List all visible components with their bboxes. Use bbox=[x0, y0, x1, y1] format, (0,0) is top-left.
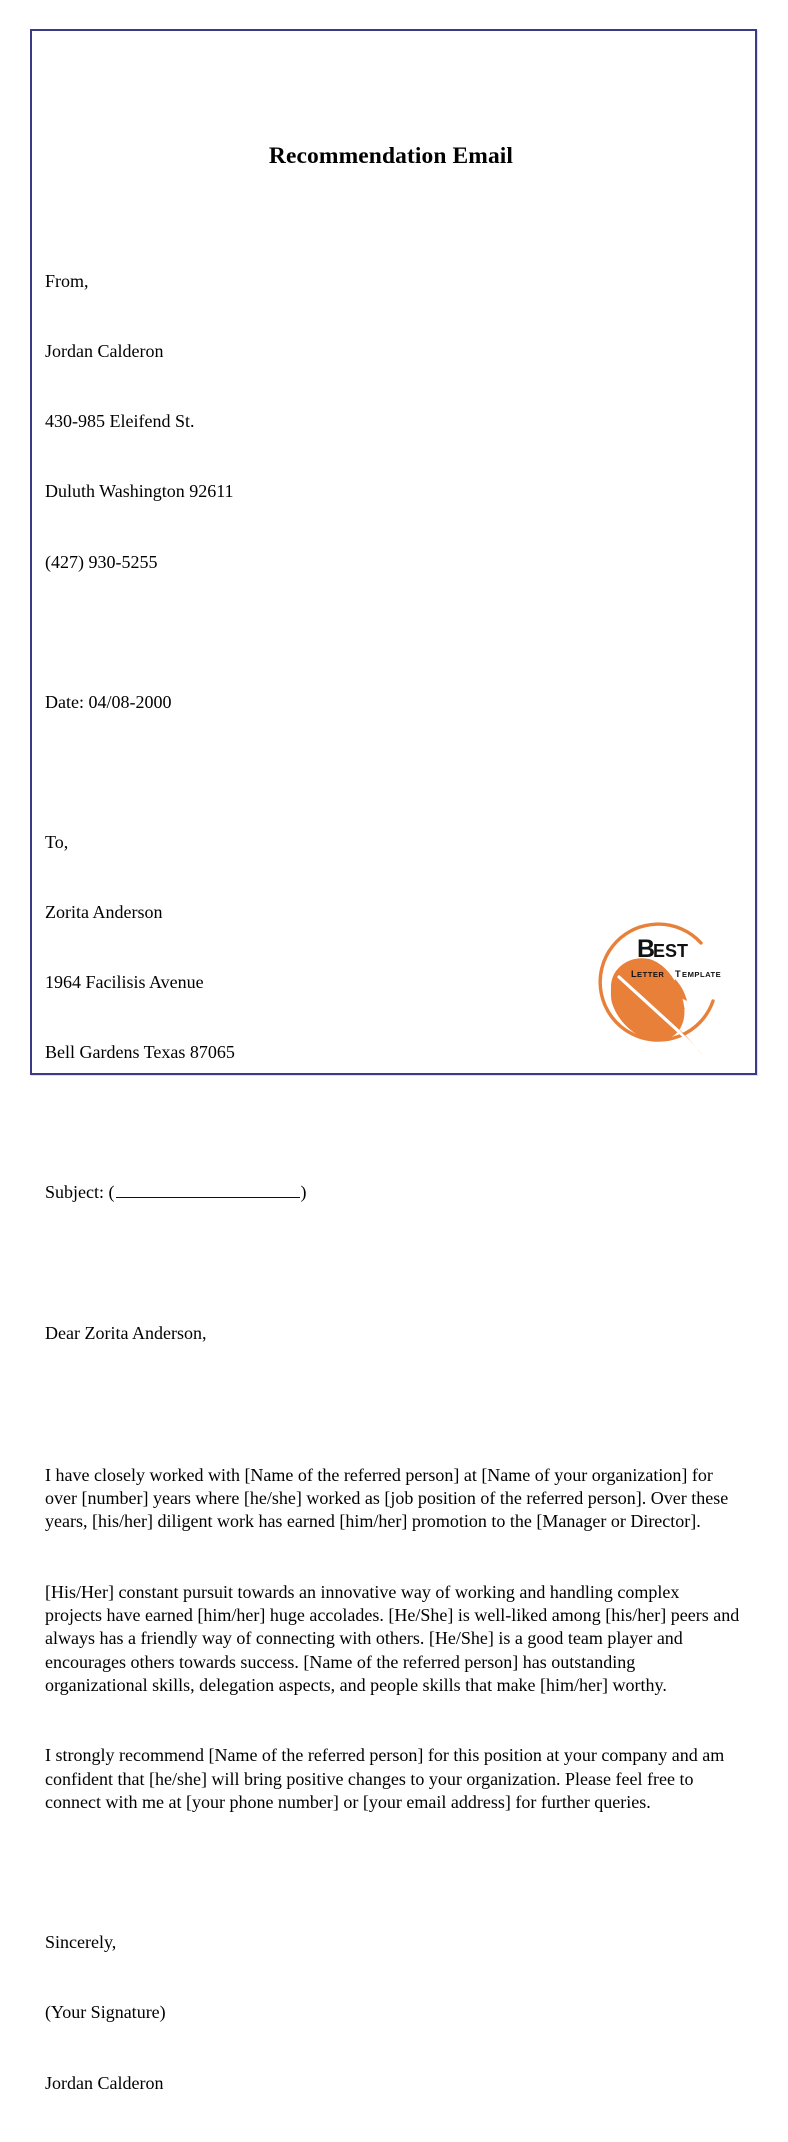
best-letter-template-logo bbox=[575, 915, 739, 1067]
logo-subtitle-t: T bbox=[675, 969, 681, 979]
body-paragraph-1: I have closely worked with [Name of the referred person] at [Name of your organization] for over [number] years where [he/she] worked as [job position of the referred person]. Over these years, [his/her] diligent work has earned [him/her] promotion to the [Manager or Director]. bbox=[45, 1464, 733, 1532]
logo-subtitle: L bbox=[631, 969, 638, 979]
logo-subtitle-rest: ETTER bbox=[637, 970, 665, 979]
sender-city-state-zip: Duluth Washington 92611 bbox=[45, 481, 234, 502]
recipient-street: 1964 Facilisis Avenue bbox=[45, 972, 204, 993]
subject-input-blank[interactable] bbox=[116, 1183, 300, 1198]
closing-block bbox=[45, 1884, 745, 2141]
sender-name: Jordan Calderon bbox=[45, 341, 164, 362]
salutation bbox=[45, 1276, 745, 1393]
letter-page-border bbox=[30, 29, 757, 2093]
page-title: Recommendation Email bbox=[268, 143, 514, 169]
signature-placeholder: (Your Signature) bbox=[45, 2002, 166, 2023]
subject-line bbox=[45, 1135, 745, 1252]
letter-body bbox=[45, 1417, 744, 1862]
recipient-name: Zorita Anderson bbox=[45, 901, 163, 922]
sender-street: 430-985 Eleifend St. bbox=[45, 411, 195, 432]
body-paragraph-2: [His/Her] constant pursuit towards an innovative way of working and handling complex projects have earned [him/her] huge accolades. [He/She] is well-liked among [his/her] peers and always has a friendly way of connecting with others. [He/She] is a good team player and encourages others towards success. [Name of the referred person] has outstanding organizational skills, delegation aspects, and people skills that make [him/her] worthy. bbox=[45, 1581, 744, 1696]
logo-title: B bbox=[637, 935, 656, 963]
date-value: Date: 04/08-2000 bbox=[45, 691, 172, 712]
sender-label: From, bbox=[45, 270, 89, 291]
signer-name: Jordan Calderon bbox=[45, 2072, 164, 2093]
logo-title-rest: EST bbox=[653, 941, 689, 961]
body-paragraph-3: I strongly recommend [Name of the referred person] for this position at your company and am confident that [he/she] will bring positive changes to your organization. Please feel free to connect with me at [your phone number] or [your email address] for further queries. bbox=[45, 1745, 729, 1813]
sender-phone: (427) 930-5255 bbox=[45, 551, 158, 572]
date-line bbox=[45, 644, 745, 761]
subject-label: Subject: ( bbox=[45, 1182, 115, 1203]
recipient-city-state-zip: Bell Gardens Texas 87065 bbox=[45, 1042, 235, 1063]
salutation-text: Dear Zorita Anderson, bbox=[45, 1323, 207, 1344]
sender-address-block bbox=[45, 223, 745, 621]
subject-close-paren: ) bbox=[300, 1182, 307, 1203]
valediction: Sincerely, bbox=[45, 1932, 117, 1953]
logo-subtitle-emplate: EMPLATE bbox=[682, 970, 722, 979]
recipient-label: To, bbox=[45, 831, 69, 852]
